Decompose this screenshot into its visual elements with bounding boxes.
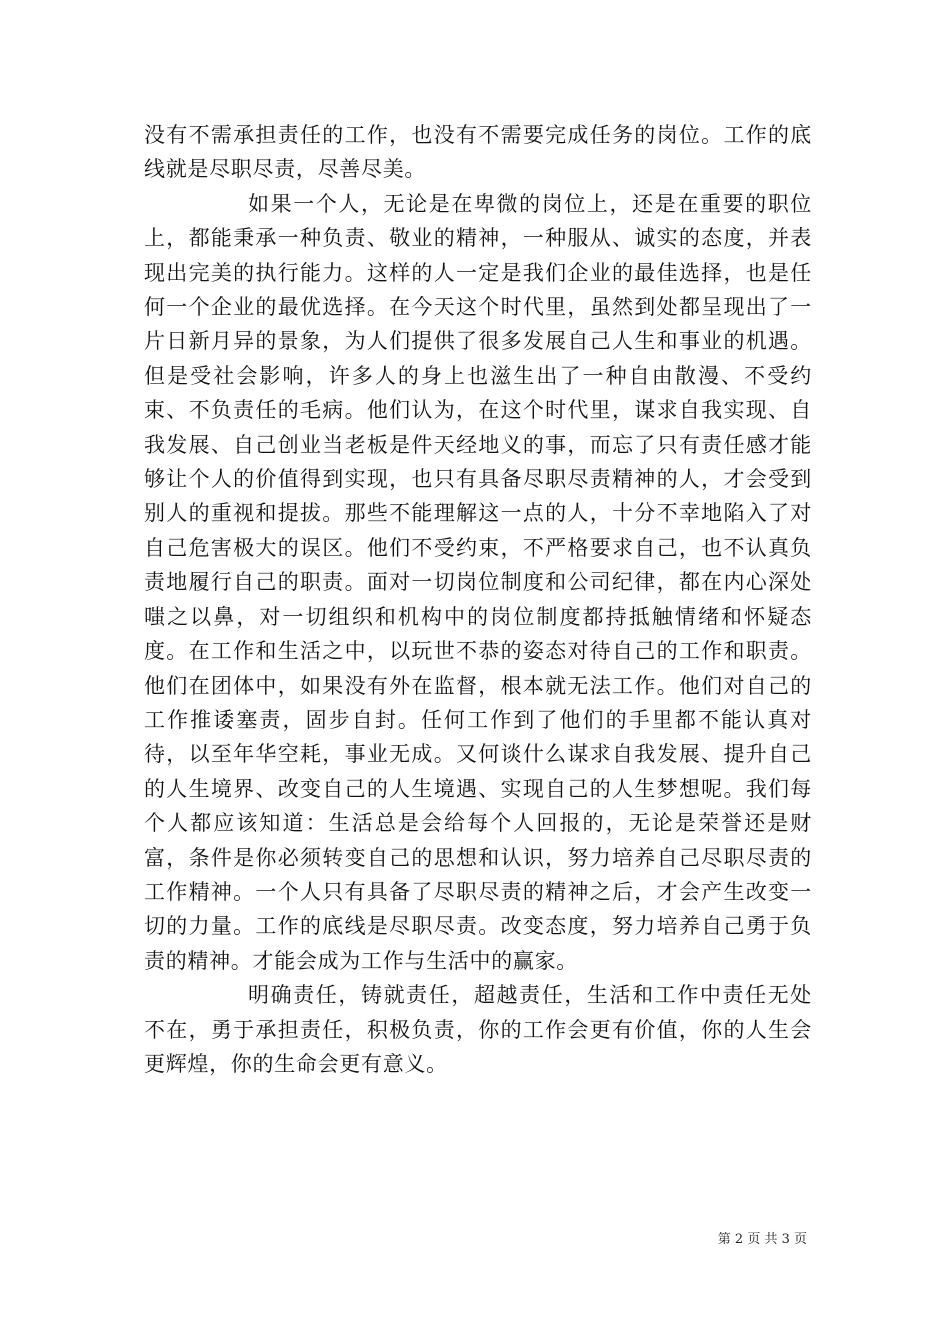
paragraph-1: 没有不需承担责任的工作，也没有不需要完成任务的岗位。工作的底线就是尽职尽责，尽善尽美。 xyxy=(144,123,812,182)
paragraph-3: 明确责任，铸就责任，超越责任，生活和工作中责任无处不在，勇于承担责任，积极负责，你的工作会更有价值，你的人生会更辉煌，你的生命会更有意义。 xyxy=(144,983,812,1076)
page-number: 第 2 页 共 3 页 xyxy=(717,1232,807,1247)
paragraph-2: 如果一个人，无论是在卑微的岗位上，还是在重要的职位上，都能秉承一种负责、敬业的精神，一种服从、诚实的态度，并表现出完美的执行能力。这样的人一定是我们企业的最佳选择，也是任何一个企业的最优选择。在今天这个时代里，虽然到处都呈现出了一片日新月异的景象，为人们提供了很多发展自己人生和事业的机遇。但是受社会影响，许多人的身上也滋生出了一种自由散漫、不受约束、不负责任的毛病。他们认为，在这个时代里，谋求自我实现、自我发展、自己创业当老板是件天经地义的事，而忘了只有责任感才能够让个人的价值得到实现，也只有具备尽职尽责精神的人，才会受到别人的重视和提拔。那些不能理解这一点的人，十分不幸地陷入了对自己危害极大的误区。他们不受约束，不严格要求自己，也不认真负责地履行自己的职责。面对一切岗位制度和公司纪律，都在内心深处嗤之以鼻，对一切组织和机构中的岗位制度都持抵触情绪和怀疑态度。在工作和生活之中，以玩世不恭的姿态对待自己的工作和职责。他们在团体中，如果没有外在监督，根本就无法工作。他们对自己的工作推诿塞责，固步自封。任何工作到了他们的手里都不能认真对待，以至年华空耗，事业无成。又何谈什么谋求自我发展、提升自己的人生境界、改变自己的人生境遇、实现自己的人生梦想呢。我们每个人都应该知道：生活总是会给每个人回报的，无论是荣誉还是财富，条件是你必须转变自己的思想和认识，努力培养自己尽职尽责的工作精神。一个人只有具备了尽职尽责的精神之后，才会产生改变一切的力量。工作的底线是尽职尽责。改变态度，努力培养自己勇于负责的精神。才能会成为工作与生活中的赢家。 xyxy=(144,191,812,973)
document-body xyxy=(144,118,812,1081)
